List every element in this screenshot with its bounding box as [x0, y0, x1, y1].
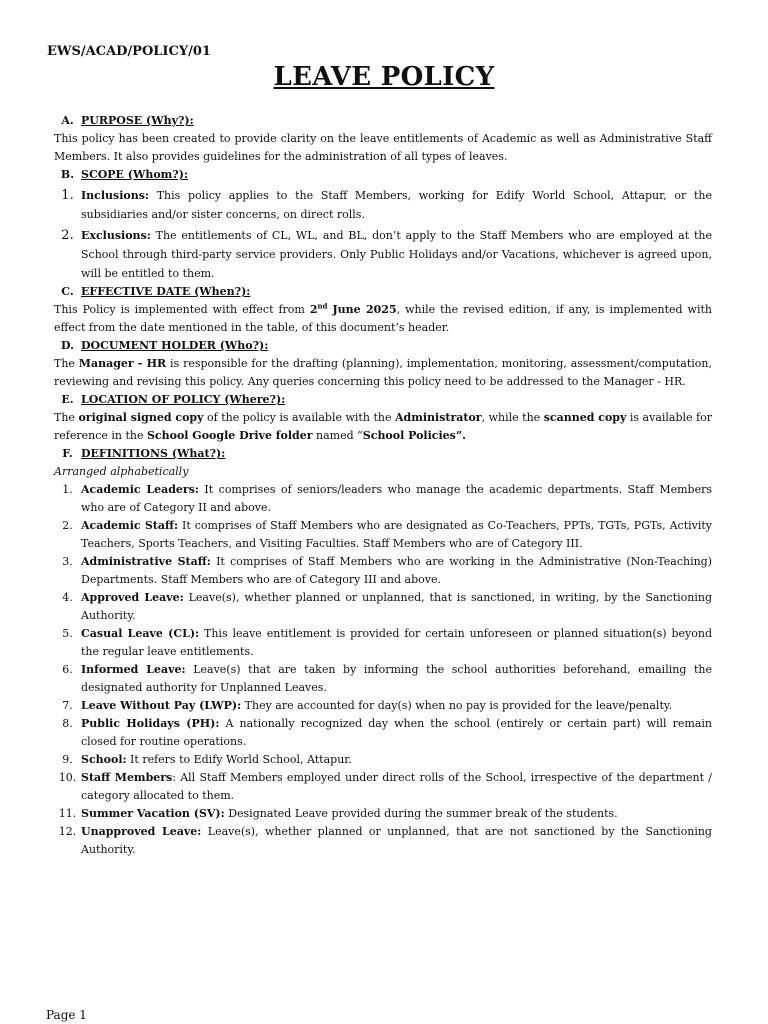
list-item-body: [81, 517, 712, 553]
section-letter: F.: [62, 447, 73, 460]
term-description: They are accounted for day(s) when no pay is provided for the leave/penalty.: [241, 699, 673, 712]
section-letter: E.: [61, 393, 74, 406]
scope-list: [54, 186, 712, 283]
term-description: Designated Leave provided during the summer break of the students.: [224, 807, 618, 820]
term: Exclusions:: [81, 229, 151, 242]
bold-run: Administrator: [394, 411, 482, 424]
term-description: It comprises of Staff Members who are working in the Administrative (Non-Teaching) Departments. Staff Members who are of Category III and above.: [81, 555, 713, 586]
page-number: Page 1: [46, 1008, 87, 1022]
list-item-body: [81, 589, 712, 625]
term: Administrative Staff:: [81, 555, 211, 568]
list-item: [54, 481, 712, 517]
list-item-number: 10.: [58, 771, 77, 784]
term: Summer Vacation (SV):: [81, 807, 225, 820]
section-letter: C.: [61, 285, 74, 298]
list-item-number: 7.: [62, 699, 73, 712]
term-description: : All Staff Members employed under direct rolls of the School, irrespective of the department / category allocated to them.: [81, 771, 712, 802]
list-item: [54, 661, 712, 697]
list-item-body: [81, 805, 712, 823]
text-run: is available for reference in the: [54, 411, 713, 442]
effective-day-suffix: nd: [317, 301, 328, 311]
term: Staff Members: [81, 771, 173, 784]
list-item-number: 1.: [61, 188, 74, 203]
list-item: [54, 553, 712, 589]
section-title: SCOPE (Whom?):: [81, 168, 189, 181]
document-reference: EWS/ACAD/POLICY/01: [47, 44, 211, 59]
location-text: [54, 409, 712, 445]
list-item-number: 6.: [62, 663, 73, 676]
list-item: [54, 805, 712, 823]
list-item-number: 5.: [62, 627, 73, 640]
text-run: named “: [312, 429, 363, 442]
text-run: , while the revised edition, if any, is implemented with effect from the date mentioned in the table, of this document’s header.: [54, 303, 712, 334]
term: Academic Staff:: [81, 519, 179, 532]
list-item-number: 12.: [58, 825, 77, 838]
term: Informed Leave:: [81, 663, 186, 676]
section-scope-heading: [54, 166, 712, 184]
document-holder-text: [54, 355, 712, 391]
bold-run: original signed copy: [78, 411, 204, 424]
section-title: EFFECTIVE DATE (When?):: [81, 285, 251, 298]
list-item-body: [81, 697, 712, 715]
term: Unapproved Leave:: [81, 825, 202, 838]
list-item-number: 1.: [62, 483, 73, 496]
list-item-number: 4.: [62, 591, 73, 604]
list-item: [54, 697, 712, 715]
effective-day: 2: [309, 303, 318, 316]
list-item-number: 11.: [58, 807, 77, 820]
bold-run: scanned copy: [543, 411, 627, 424]
section-title: PURPOSE (Why?):: [81, 114, 194, 127]
list-item: [54, 625, 712, 661]
term-description: A nationally recognized day when the school (entirely or certain part) will remain closed for routine operations.: [81, 717, 712, 748]
effective-month-year: June 2025: [332, 303, 397, 316]
bold-run: School Policies”.: [362, 429, 467, 442]
section-title: LOCATION OF POLICY (Where?):: [81, 393, 286, 406]
section-location-heading: [54, 391, 712, 409]
list-item: [54, 226, 712, 283]
section-title: DOCUMENT HOLDER (Who?):: [81, 339, 269, 352]
purpose-text: This policy has been created to provide clarity on the leave entitlements of Academic as well as Administrative Staff Members. It also provides guidelines for the administration of all types of leaves.: [54, 132, 712, 163]
term-description: The entitlements of CL, WL, and BL, don’t apply to the Staff Members who are employed at the School through third-party service providers. Only Public Holidays and/or Vacations, whichever is agreed upon, will be entitled to them.: [81, 229, 712, 280]
list-item: [54, 186, 712, 224]
text-run: The: [54, 411, 79, 424]
text-run: is responsible for the drafting (planning), implementation, monitoring, assessment/computation, reviewing and revising this policy. Any queries concerning this policy need to be addressed to the Manager - HR.: [54, 357, 712, 388]
section-title: DEFINITIONS (What?):: [81, 447, 226, 460]
list-item-body: [81, 553, 712, 589]
section-effective-date-heading: [54, 283, 712, 301]
list-item-body: [81, 823, 712, 859]
holder-role: Manager - HR: [78, 357, 167, 370]
term-description: Leave(s) that are taken by informing the school authorities beforehand, emailing the designated authority for Unplanned Leaves.: [81, 663, 712, 694]
list-item-body: [81, 769, 712, 805]
section-letter: A.: [61, 114, 74, 127]
term: Public Holidays (PH):: [81, 717, 220, 730]
term: Leave Without Pay (LWP):: [81, 699, 242, 712]
section-definitions-heading: [54, 445, 712, 463]
page-title: LEAVE POLICY: [273, 62, 495, 92]
list-item: [54, 589, 712, 625]
list-item-body: [81, 661, 712, 697]
list-item-number: 3.: [62, 555, 73, 568]
definitions-subtitle: Arranged alphabetically: [54, 465, 189, 478]
term: School:: [81, 753, 127, 766]
list-item-body: [81, 751, 712, 769]
list-item-body: [81, 226, 712, 283]
bold-run: School Google Drive folder: [146, 429, 313, 442]
term-description: This leave entitlement is provided for certain unforeseen or planned situation(s) beyond the regular leave entitlements.: [81, 627, 712, 658]
list-item-body: [81, 481, 712, 517]
list-item-number: 2.: [61, 228, 74, 243]
list-item-body: [81, 186, 712, 224]
section-purpose-heading: [54, 112, 712, 130]
section-letter: B.: [60, 168, 75, 181]
term-description: Leave(s), whether planned or unplanned, that are not sanctioned by the Sanctioning Authority.: [81, 825, 712, 856]
term-description: Leave(s), whether planned or unplanned, that is sanctioned, in writing, by the Sanctioning Authority.: [81, 591, 712, 622]
list-item-number: 9.: [62, 753, 73, 766]
list-item: [54, 751, 712, 769]
text-run: The: [54, 357, 79, 370]
list-item-number: 8.: [62, 717, 73, 730]
term: Inclusions:: [81, 189, 149, 202]
section-letter: D.: [61, 339, 74, 352]
policy-content: [54, 112, 712, 859]
text-run: , while the: [481, 411, 544, 424]
term: Casual Leave (CL):: [81, 627, 200, 640]
term: Approved Leave:: [81, 591, 184, 604]
section-document-holder-heading: [54, 337, 712, 355]
term: Academic Leaders:: [81, 483, 199, 496]
list-item: [54, 517, 712, 553]
text-run: of the policy is available with the: [203, 411, 395, 424]
term-description: It refers to Edify World School, Attapur.: [126, 753, 352, 766]
term-description: This policy applies to the Staff Members, working for Edify World School, Attapur, or the subsidiaries and/or sister concerns, on direct rolls.: [81, 189, 712, 221]
list-item-body: [81, 715, 712, 751]
list-item-number: 2.: [62, 519, 73, 532]
list-item-body: [81, 625, 712, 661]
list-item: [54, 769, 712, 805]
effective-date-text: [54, 301, 712, 337]
definitions-list: [54, 481, 712, 859]
list-item: [54, 715, 712, 751]
term-description: It comprises of Staff Members who are designated as Co-Teachers, PPTs, TGTs, PGTs, Activity Teachers, Sports Teachers, and Visiting Faculties. Staff Members who are of Category III.: [81, 519, 712, 550]
list-item: [54, 823, 712, 859]
term-description: It comprises of seniors/leaders who manage the academic departments. Staff Members who are of Category II and above.: [81, 483, 712, 514]
text-run: This Policy is implemented with effect from: [54, 303, 310, 316]
